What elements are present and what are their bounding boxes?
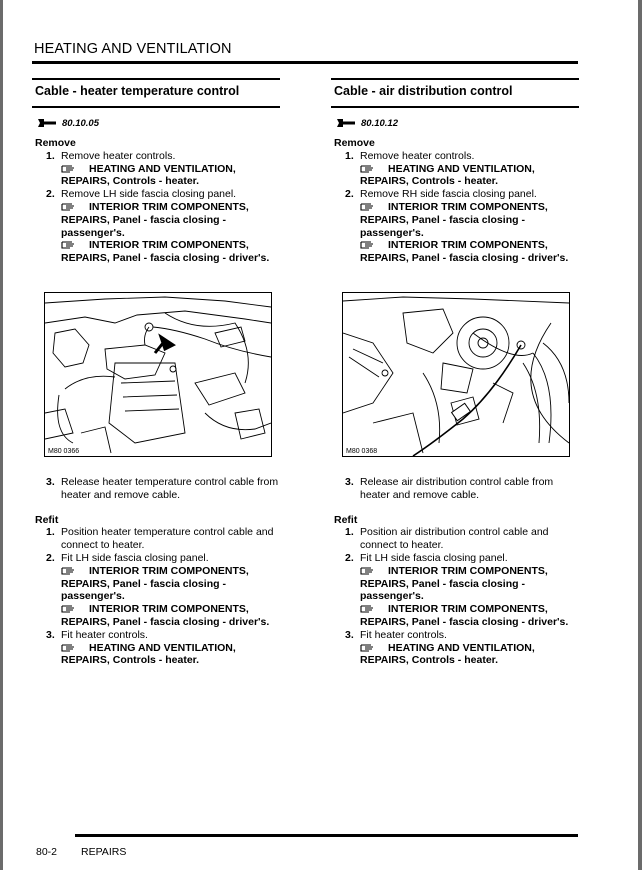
step-number: 3. bbox=[345, 476, 354, 488]
step-item bbox=[32, 552, 282, 565]
refit-heading: Refit bbox=[35, 513, 59, 526]
operation-code: 80.10.12 bbox=[361, 117, 398, 129]
wrench-icon bbox=[38, 118, 56, 128]
step-text: Remove LH side fascia closing panel. bbox=[61, 188, 237, 201]
step-item bbox=[331, 526, 581, 552]
cross-reference-link[interactable] bbox=[32, 642, 282, 668]
step-item bbox=[32, 150, 282, 163]
step-number: 1. bbox=[345, 526, 354, 539]
step-item bbox=[32, 526, 282, 552]
cross-reference-link[interactable] bbox=[32, 603, 282, 629]
cross-reference-link[interactable] bbox=[32, 201, 282, 239]
pointing-hand-icon bbox=[61, 642, 77, 652]
page-number: 80-2 bbox=[36, 846, 58, 858]
pointing-hand-icon bbox=[360, 201, 376, 211]
step-number: 2. bbox=[345, 551, 354, 564]
pointing-hand-icon bbox=[61, 603, 77, 613]
cross-reference-text: INTERIOR TRIM COMPONENTS, REPAIRS, Panel - fascia closing - passenger's. bbox=[61, 564, 249, 603]
cross-reference-text: HEATING AND VENTILATION, REPAIRS, Controls - heater. bbox=[61, 641, 236, 667]
step-item bbox=[331, 629, 581, 642]
cross-reference-text: HEATING AND VENTILATION, REPAIRS, Controls - heater. bbox=[360, 641, 535, 667]
pointing-hand-icon bbox=[360, 603, 376, 613]
refit-procedure bbox=[32, 514, 282, 668]
step-text: Release heater temperature control cable from heater and remove cable. bbox=[61, 476, 279, 501]
cross-reference-link[interactable] bbox=[331, 239, 581, 265]
cross-reference-link[interactable] bbox=[331, 603, 581, 629]
step-number: 3. bbox=[345, 628, 354, 641]
header-divider bbox=[32, 61, 578, 64]
step-text: Fit LH side fascia closing panel. bbox=[360, 551, 508, 564]
cross-reference-text: HEATING AND VENTILATION, REPAIRS, Controls - heater. bbox=[360, 162, 535, 188]
step-item bbox=[32, 476, 282, 502]
cross-reference-link[interactable] bbox=[331, 565, 581, 603]
window-border-left bbox=[0, 0, 3, 870]
illustration-drawing bbox=[343, 293, 569, 456]
step-text: Fit heater controls. bbox=[360, 628, 447, 641]
cross-reference-text: INTERIOR TRIM COMPONENTS, REPAIRS, Panel - fascia closing - driver's. bbox=[61, 603, 270, 628]
step-text: Remove RH side fascia closing panel. bbox=[360, 188, 537, 201]
step-text: Fit LH side fascia closing panel. bbox=[61, 551, 209, 564]
cross-reference-link[interactable] bbox=[32, 565, 282, 603]
step-item bbox=[32, 188, 282, 201]
step-item bbox=[331, 476, 581, 502]
cross-reference-text: HEATING AND VENTILATION, REPAIRS, Controls - heater. bbox=[61, 162, 236, 188]
pointing-hand-icon bbox=[360, 565, 376, 575]
step-item bbox=[331, 150, 581, 163]
footer-section-name: REPAIRS bbox=[81, 846, 127, 858]
left-lower-content bbox=[32, 476, 282, 667]
cross-reference-link[interactable] bbox=[331, 163, 581, 189]
cross-reference-link[interactable] bbox=[32, 163, 282, 189]
step-number: 3. bbox=[46, 628, 55, 641]
step-number: 1. bbox=[345, 149, 354, 162]
step-item bbox=[331, 188, 581, 201]
remove-procedure bbox=[32, 137, 282, 265]
section-bottom-rule bbox=[331, 106, 579, 108]
illustration-drawing bbox=[45, 293, 271, 456]
operation-reference bbox=[331, 116, 581, 130]
cross-reference-text: INTERIOR TRIM COMPONENTS, REPAIRS, Panel - fascia closing - driver's. bbox=[360, 239, 569, 265]
figure-label: M80 0368 bbox=[346, 448, 378, 455]
pointing-hand-icon bbox=[61, 239, 77, 249]
step-text: Release air distribution control cable from heater and remove cable. bbox=[360, 476, 554, 501]
cross-reference-text: INTERIOR TRIM COMPONENTS, REPAIRS, Panel - fascia closing - driver's. bbox=[61, 239, 270, 265]
step-text: Remove heater controls. bbox=[61, 149, 176, 162]
window-border-right bbox=[638, 0, 642, 870]
section-air-distribution-cable bbox=[331, 78, 581, 265]
step-text: Position heater temperature control cable and connect to heater. bbox=[61, 526, 274, 552]
cross-reference-link[interactable] bbox=[331, 642, 581, 668]
footer-divider bbox=[75, 834, 578, 837]
remove-procedure bbox=[331, 137, 581, 265]
pointing-hand-icon bbox=[360, 642, 376, 652]
pointing-hand-icon bbox=[360, 239, 376, 249]
cross-reference-text: INTERIOR TRIM COMPONENTS, REPAIRS, Panel - fascia closing - passenger's. bbox=[360, 564, 548, 603]
air-distribution-cable-illustration bbox=[342, 292, 570, 457]
cross-reference-text: INTERIOR TRIM COMPONENTS, REPAIRS, Panel - fascia closing - passenger's. bbox=[61, 200, 249, 239]
cross-reference-text: INTERIOR TRIM COMPONENTS, REPAIRS, Panel - fascia closing - driver's. bbox=[360, 603, 569, 628]
remove-heading: Remove bbox=[35, 137, 76, 149]
heater-temperature-cable-illustration bbox=[44, 292, 272, 457]
remove-heading: Remove bbox=[334, 137, 375, 149]
step-number: 1. bbox=[46, 149, 55, 162]
refit-procedure bbox=[331, 514, 581, 668]
operation-code: 80.10.05 bbox=[62, 117, 99, 129]
pointing-hand-icon bbox=[61, 163, 77, 173]
step-item bbox=[32, 629, 282, 642]
refit-heading: Refit bbox=[334, 513, 358, 526]
operation-reference bbox=[32, 116, 282, 130]
figure-label: M80 0366 bbox=[48, 448, 80, 455]
step-text: Position air distribution control cable and connect to heater. bbox=[360, 526, 549, 552]
step-item bbox=[331, 552, 581, 565]
section-title: Cable - air distribution control bbox=[334, 84, 513, 98]
pointing-hand-icon bbox=[61, 201, 77, 211]
page-header-title: HEATING AND VENTILATION bbox=[34, 41, 232, 57]
step-number: 1. bbox=[46, 526, 55, 539]
step-number: 3. bbox=[46, 476, 55, 488]
pointing-hand-icon bbox=[61, 565, 77, 575]
pointing-hand-icon bbox=[360, 163, 376, 173]
wrench-icon bbox=[337, 118, 355, 128]
step-number: 2. bbox=[46, 551, 55, 564]
section-title: Cable - heater temperature control bbox=[35, 84, 240, 98]
remove-step-3 bbox=[331, 476, 581, 502]
cross-reference-text: INTERIOR TRIM COMPONENTS, REPAIRS, Panel - fascia closing - passenger's. bbox=[360, 200, 548, 239]
right-lower-content bbox=[331, 476, 581, 667]
step-text: Fit heater controls. bbox=[61, 628, 148, 641]
step-text: Remove heater controls. bbox=[360, 149, 475, 162]
step-number: 2. bbox=[345, 188, 354, 201]
section-heater-temperature-cable bbox=[32, 78, 282, 265]
cross-reference-link[interactable] bbox=[331, 201, 581, 239]
cross-reference-link[interactable] bbox=[32, 239, 282, 265]
step-number: 2. bbox=[46, 188, 55, 201]
remove-step-3 bbox=[32, 476, 282, 502]
section-bottom-rule bbox=[32, 106, 280, 108]
